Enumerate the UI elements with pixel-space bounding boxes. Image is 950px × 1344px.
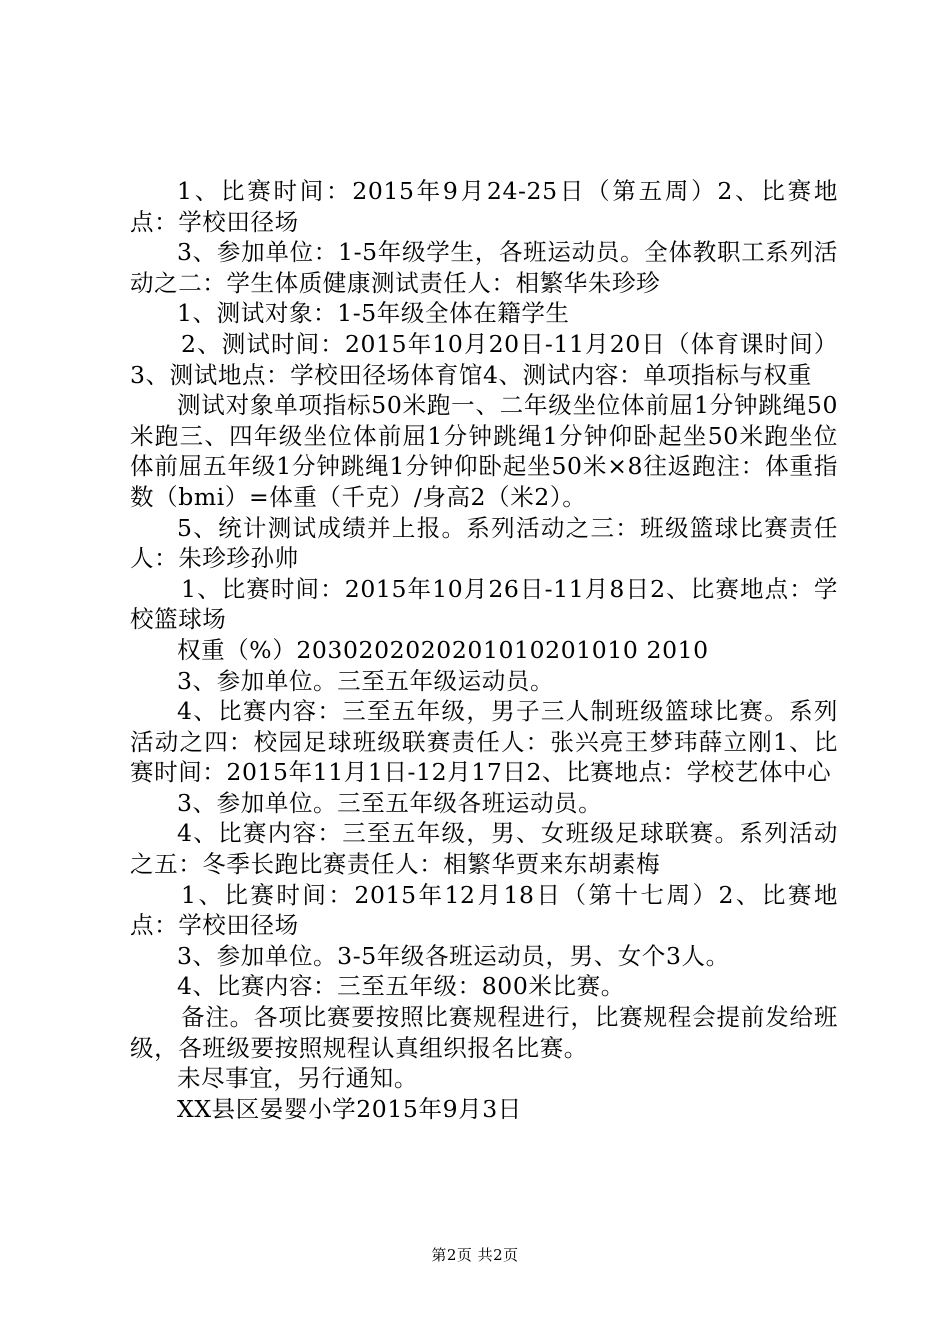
paragraph-running-participants: 3、参加单位。3-5年级各班运动员，男、女个3人。 [177, 941, 730, 970]
document-body [130, 176, 838, 1124]
paragraph-weights: 权重（%）2030202020201010201010 2010 [177, 635, 709, 664]
paragraph-test-subjects: 1、测试对象：1-5年级全体在籍学生 [177, 299, 570, 328]
paragraph-series-five: 4、比赛内容：三至五年级，男、女班级足球联赛。系列活动之五：冬季长跑比赛责任人：相繁华贾来东胡素梅 [130, 819, 838, 879]
paragraph-football-participants: 3、参加单位。三至五年级各班运动员。 [177, 788, 603, 817]
paragraph-participants-series-two: 3、参加单位：1-5年级学生，各班运动员。全体教职工系列活动之二：学生体质健康测试责任人：相繁华朱珍珍 [130, 238, 838, 297]
paragraph-test-time: 2、测试时间：2015年10月20日-11月20日（体育课时间）3、测试地点：学校田径场体育馆4、测试内容：单项指标与权重 [130, 329, 838, 389]
paragraph-series-four: 4、比赛内容：三至五年级，男子三人制班级篮球比赛。系列活动之四：校园足球班级联赛责任人：张兴亮王梦玮薛立刚1、比赛时间：2015年11月1日-12月17日2、比赛地点：学校艺体中心 [130, 697, 838, 787]
paragraph-further-notice: 未尽事宜，另行通知。 [177, 1064, 418, 1093]
paragraph-basketball-time: 1、比赛时间：2015年10月26日-11月8日2、比赛地点：学校篮球场 [130, 574, 838, 634]
paragraph-running-content: 4、比赛内容：三至五年级：800米比赛。 [177, 972, 625, 1001]
paragraph-competition-time: 1、比赛时间：2015年9月24-25日（第五周）2、比赛地点：学校田径场 [130, 177, 838, 236]
paragraph-running-time: 1、比赛时间：2015年12月18日（第十七周）2、比赛地点：学校田径场 [130, 880, 838, 940]
paragraph-series-three: 5、统计测试成绩并上报。系列活动之三：班级篮球比赛责任人：朱珍珍孙帅 [130, 513, 838, 573]
page-number-footer: 第2页 共2页 [431, 1246, 519, 1264]
paragraph-remarks: 备注。各项比赛要按照比赛规程进行，比赛规程会提前发给班级，各班级要按照规程认真组织报名比赛。 [130, 1003, 838, 1062]
paragraph-basketball-participants: 3、参加单位。三至五年级运动员。 [177, 666, 555, 695]
paragraph-test-items: 测试对象单项指标50米跑一、二年级坐位体前屈1分钟跳绳50米跑三、四年级坐位体前屈1分钟跳绳1分钟仰卧起坐50米跑坐位体前屈五年级1分钟跳绳1分钟仰卧起坐50米×8往返跑注：体重指数（bmi）=体重（千克）/身高2（米2）。 [130, 391, 838, 511]
paragraph-signature-date: XX县区晏婴小学2015年9月3日 [177, 1094, 522, 1123]
